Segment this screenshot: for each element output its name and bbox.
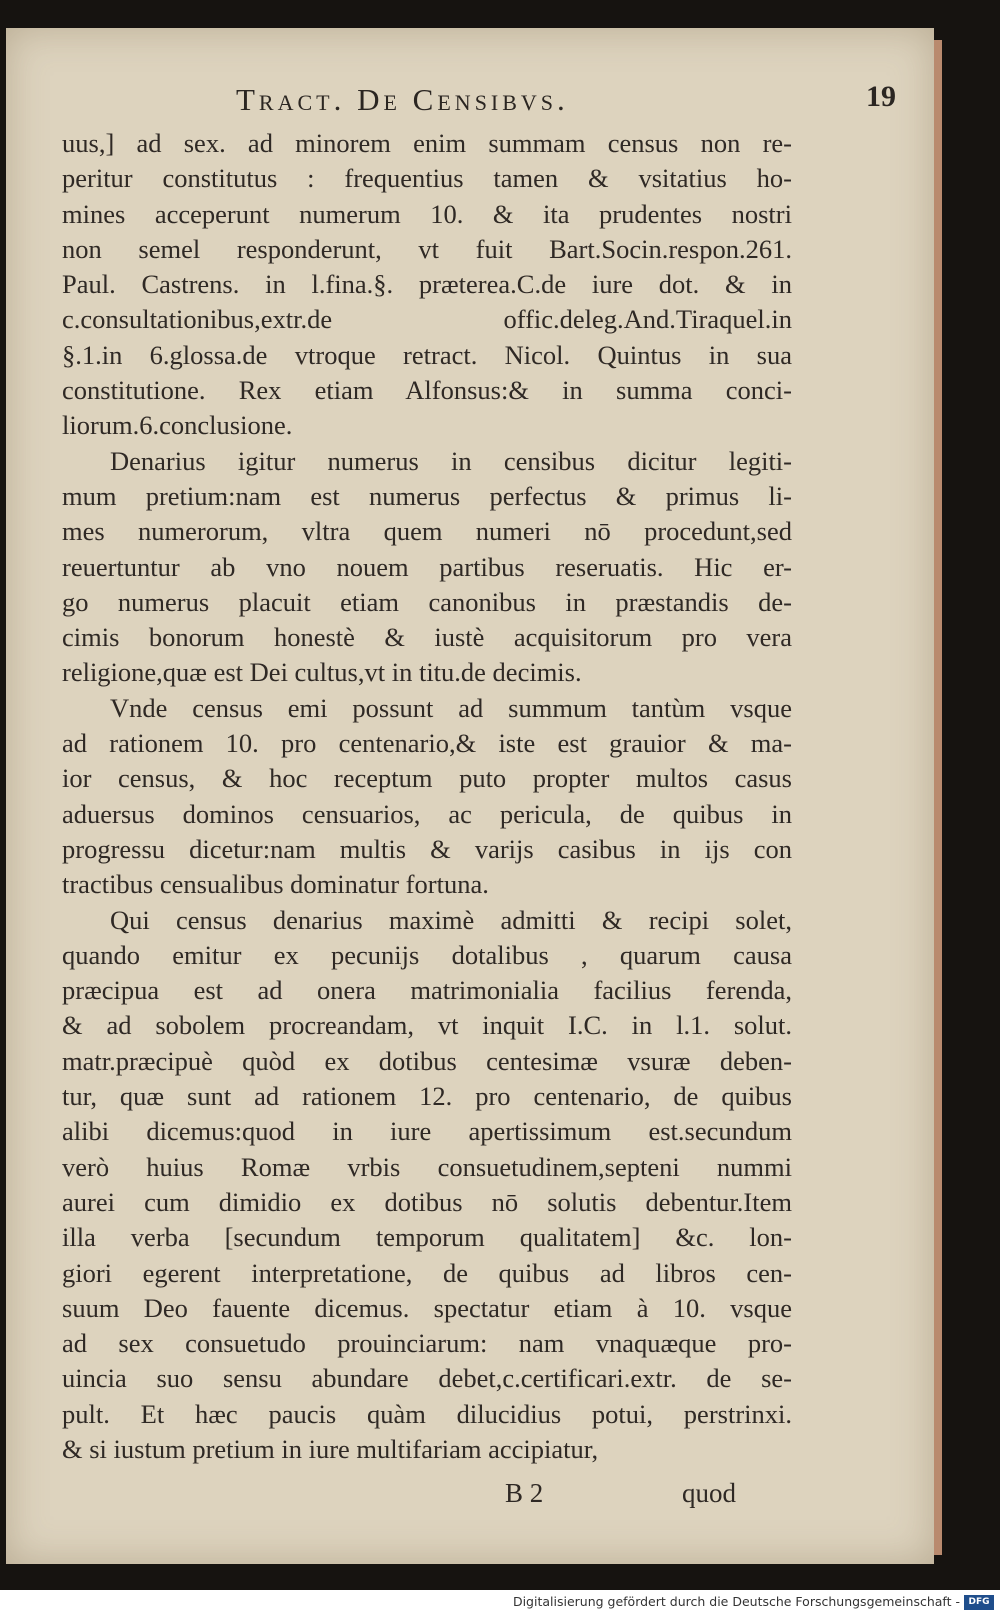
text-line: c.consultationibus,extr.de offic.deleg.And.Tiraquel.in xyxy=(62,304,792,335)
text-line: peritur constitutus : frequentius tamen & vsitatius ho- xyxy=(62,163,792,194)
text-line: non semel responderunt, vt fuit Bart.Socin.respon.261. xyxy=(62,233,792,264)
paragraph xyxy=(62,126,792,444)
paragraph xyxy=(62,691,792,903)
folio-number: 19 xyxy=(866,80,896,113)
text-line: Paul. Castrens. in l.fina.§. præterea.C.de iure dot. & in xyxy=(62,269,792,300)
text-line: liorum.6.conclusione. xyxy=(62,410,293,441)
text-line: Vnde census emi possunt ad summum tantùm vsque xyxy=(110,692,792,723)
text-line: verò huius Romæ vrbis consuetudinem,septeni nummi xyxy=(62,1151,792,1182)
text-line: §.1.in 6.glossa.de vtroque retract. Nicol. Quintus in sua xyxy=(62,339,792,370)
text-line: suum Deo fauente dicemus. spectatur etiam à 10. vsque xyxy=(62,1292,792,1323)
text-line: Denarius igitur numerus in censibus dicitur legiti- xyxy=(110,445,792,476)
text-line: ad sex consuetudo prouinciarum: nam vnaquæque pro- xyxy=(62,1328,792,1359)
text-line: giori egerent interpretatione, de quibus ad libros cen- xyxy=(62,1257,792,1288)
text-line: constitutione. Rex etiam Alfonsus:& in summa conci- xyxy=(62,375,792,406)
digitization-credit: Digitalisierung gefördert durch die Deutsche Forschungsgemeinschaft - xyxy=(512,1594,960,1609)
text-line: Qui census denarius maximè admitti & recipi solet, xyxy=(110,904,792,935)
text-line: reuertuntur ab vno nouem partibus reseruatis. Hic er- xyxy=(62,551,792,582)
text-line: uincia suo sensu abundare debet,c.certificari.extr. de se- xyxy=(62,1363,792,1394)
text-line: mes numerorum, vltra quem numeri nō procedunt,sed xyxy=(62,516,792,547)
text-line: ad rationem 10. pro centenario,& iste est grauior & ma- xyxy=(62,728,792,759)
page-header xyxy=(236,78,896,128)
text-line: cimis bonorum honestè & iustè acquisitorum pro vera xyxy=(62,622,792,653)
text-line: & ad sobolem procreandam, vt inquit I.C. in l.1. solut. xyxy=(62,1010,792,1041)
page-footer xyxy=(0,1478,760,1518)
credit-bar xyxy=(0,1590,1000,1615)
text-line: aurei cum dimidio ex dotibus nō solutis debentur.Item xyxy=(62,1186,792,1217)
text-line: tractibus censualibus dominatur fortuna. xyxy=(62,869,489,900)
text-line: matr.præcipuè quòd ex dotibus centesimæ vsuræ deben- xyxy=(62,1045,792,1076)
running-head: Tract. De Censibvs. xyxy=(236,82,569,117)
paragraph xyxy=(62,444,792,691)
dfg-logo-icon: DFG xyxy=(964,1595,994,1610)
text-line: & si iustum pretium in iure multifariam accipiatur, xyxy=(62,1433,599,1464)
text-line: illa verba [secundum temporum qualitatem] &c. lon- xyxy=(62,1222,792,1253)
text-line: alibi dicemus:quod in iure apertissimum est.secundum xyxy=(62,1116,792,1147)
text-line: ior census, & hoc receptum puto propter multos casus xyxy=(62,763,792,794)
text-line: mines acceperunt numerum 10. & ita prudentes nostri xyxy=(62,198,792,229)
text-line: præcipua est ad onera matrimonialia facilius ferenda, xyxy=(62,975,792,1006)
paragraph xyxy=(62,903,792,1468)
text-line: go numerus placuit etiam canonibus in præstandis de- xyxy=(62,586,792,617)
text-line: progressu dicetur:nam multis & varijs casibus in ijs con xyxy=(62,833,792,864)
text-line: mum pretium:nam est numerus perfectus & primus li- xyxy=(62,480,792,511)
text-line: tur, quæ sunt ad rationem 12. pro centenario, de quibus xyxy=(62,1081,792,1112)
text-line: quando emitur ex pecunijs dotalibus , quarum causa xyxy=(62,939,792,970)
catchword: quod xyxy=(682,1478,736,1508)
page-edge xyxy=(934,40,942,1555)
text-line: religione,quæ est Dei cultus,vt in titu.de decimis. xyxy=(62,657,582,688)
signature-mark: B 2 xyxy=(505,1478,544,1508)
text-line: pult. Et hæc paucis quàm dilucidius potui, perstrinxi. xyxy=(62,1398,792,1429)
text-line: aduersus dominos censuarios, ac pericula, de quibus in xyxy=(62,798,792,829)
body-text xyxy=(62,126,792,1467)
text-line: uus,] ad sex. ad minorem enim summam census non re- xyxy=(62,128,792,158)
